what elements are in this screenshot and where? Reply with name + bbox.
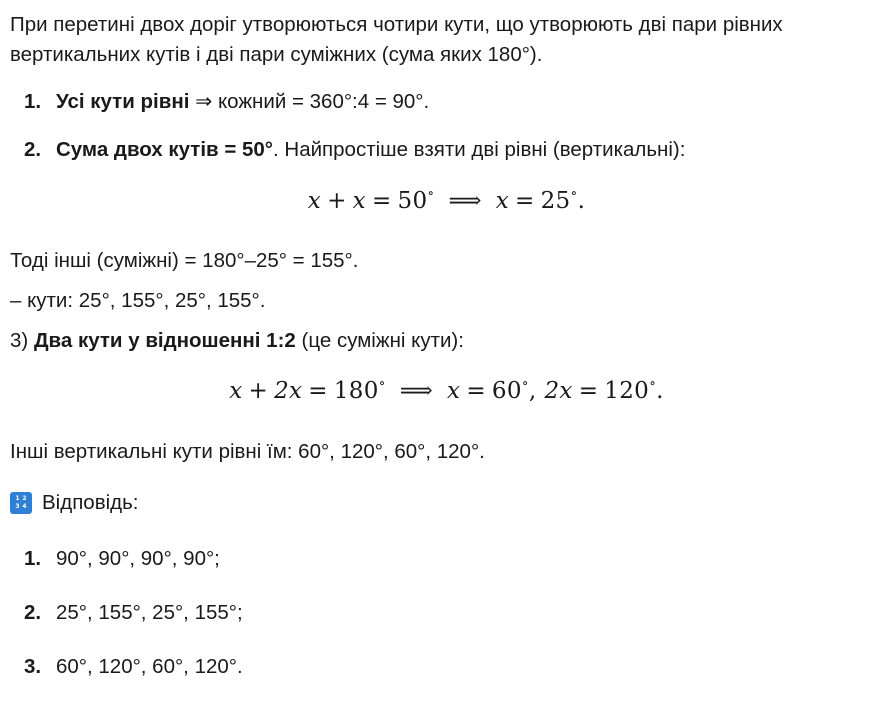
eq2-var-x: x [229,378,243,405]
eq2-comma: , [528,378,537,405]
eq1-equals: = [371,187,392,214]
eq2-value: 180 [333,378,379,405]
eq1-result: 25 [540,187,571,214]
eq2-period: . [656,378,664,405]
case-1-text [56,87,429,117]
numbers-icon-digit: 2 [22,495,27,503]
case-3-rest: (це суміжні кути): [295,328,464,352]
numbers-icon [10,492,32,514]
answer-item-2-text: 25°, 155°, 25°, 155°; [56,600,243,624]
eq2-equals: = [308,378,328,405]
eq2-degree: ∘ [378,376,386,393]
eq2-result-2: 120 [604,378,650,405]
eq1-implies-arrow: ⟹ [448,187,482,214]
vertical-angles-line: Інші вертикальні кути рівні їм: 60°, 120°, 60°, 120°. [10,439,485,463]
answer-label: Відповідь: [42,491,139,515]
numbers-icon-digit: 1 [15,495,20,503]
answer-heading [10,488,883,518]
eq2-var-2x-2: 2x [544,378,573,405]
answer-item-2-number: 2. [24,600,42,624]
other-angles-line: Тоді інші (суміжні) = 180°–25° = 155°. [10,249,359,273]
eq2-implies-arrow: ⟹ [399,378,434,405]
case-2-text [56,135,685,165]
eq2-result: 60 [491,378,522,405]
equation-1 [10,185,883,218]
answer-item-1-number: 1. [24,547,42,571]
case-2-number: 2. [24,138,42,162]
answer-item-1-text: 90°, 90°, 90°, 90°; [56,547,220,571]
eq1-degree-2: ∘ [570,185,578,202]
case-1-number: 1. [24,90,42,114]
case-3-prefix: 3) [10,328,34,352]
eq2-var-x2: x [447,378,461,405]
eq2-equals-2: = [466,378,486,405]
eq2-plus: + [248,378,269,405]
equation-2 [10,375,883,408]
eq1-value: 50 [397,187,428,214]
eq1-var-x3: x [495,187,510,214]
eq2-equals-3: = [578,378,599,405]
answer-item-3 [24,652,883,682]
case-2-bold: Сума двох кутів = 50° [56,138,273,162]
angles-list-line: – кути: 25°, 155°, 25°, 155°. [10,288,266,312]
eq1-var-x2: x [352,187,366,214]
case-1-rest: ⇒ кожний = 360°:4 = 90°. [189,90,430,114]
eq1-var-x: x [307,187,322,214]
eq1-plus: + [327,187,347,214]
answer-item-3-number: 3. [24,654,42,678]
case-2 [24,135,883,165]
case-3-bold: Два кути у відношенні 1:2 [33,328,296,352]
intro-paragraph: При перетині двох доріг утворюються чотири кути, що утворюють дві пари рівних вертикальних кутів і дві пари суміжних (сума яких 180°). [10,13,783,66]
case-2-rest: . Найпростіше взяти дві рівні (вертикальні): [273,138,686,162]
eq1-equals-2: = [515,187,535,214]
case-1-bold: Усі кути рівні [56,90,190,114]
numbers-icon-digit: 3 [15,503,20,511]
eq2-var-2x: 2x [274,378,303,405]
eq2-degree-2: ∘ [521,376,529,393]
eq1-period: . [577,187,586,214]
case-1 [24,87,883,117]
answer-item-3-text: 60°, 120°, 60°, 120°. [56,654,243,678]
case-3 [10,326,883,356]
eq1-degree: ∘ [427,185,435,202]
answer-item-2 [24,598,883,628]
numbers-icon-digit: 4 [22,503,27,511]
eq2-degree-3: ∘ [649,376,657,393]
answer-item-1 [24,544,883,574]
